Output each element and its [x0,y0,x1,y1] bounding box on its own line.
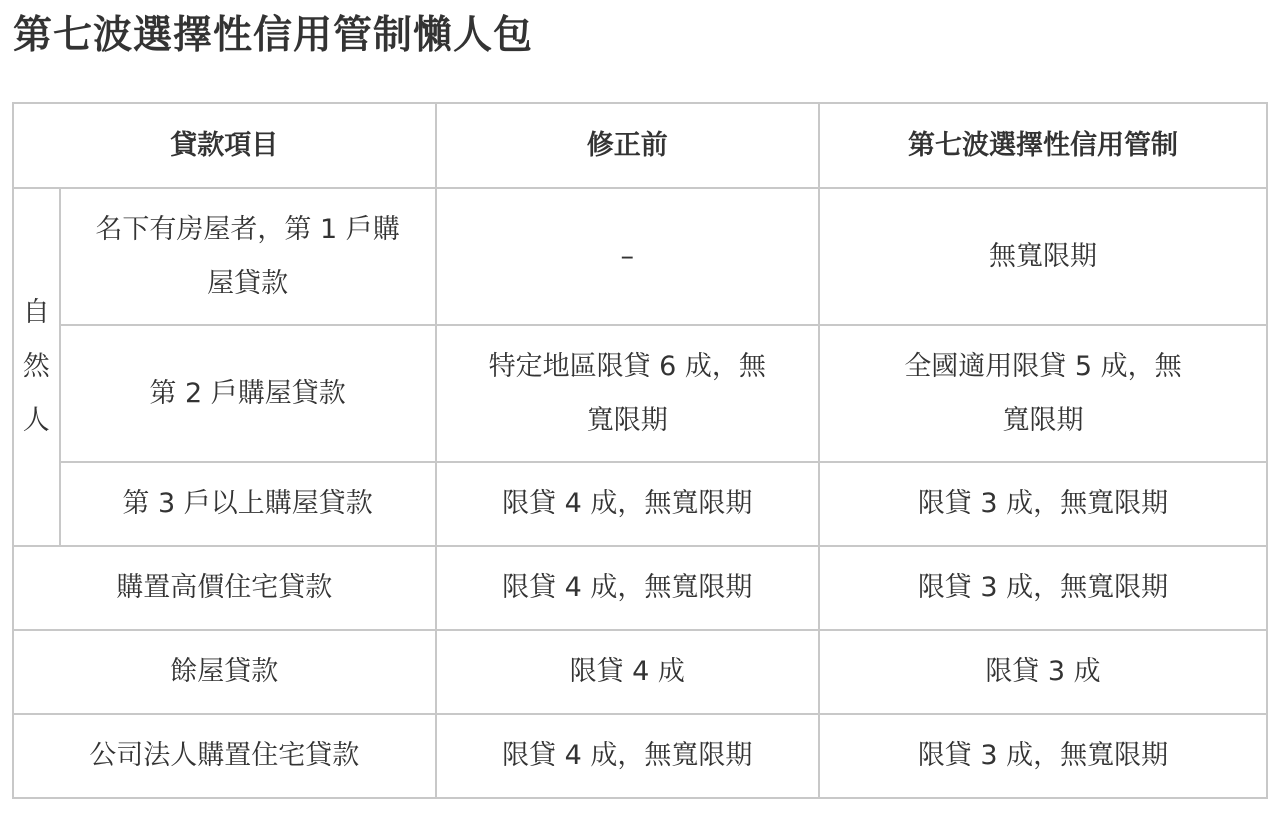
loan-item-cell: 第 3 戶以上購屋貸款 [60,462,436,546]
after-cell: 限貸 3 成，無寬限期 [819,714,1267,798]
table-row [13,714,1267,798]
header-seventh-wave: 第七波選擇性信用管制 [819,103,1267,188]
table-header-row [13,103,1267,188]
before-cell: 限貸 4 成，無寬限期 [436,546,819,630]
before-cell [436,325,819,462]
loan-item-cell: 公司法人購置住宅貸款 [13,714,436,798]
after-cell: 限貸 3 成，無寬限期 [819,462,1267,546]
loan-item-text: 名下有房屋者，第 1 戶購屋貸款 [95,213,400,299]
before-cell: 限貸 4 成 [436,630,819,714]
table-row [13,325,1267,462]
loan-item-cell [60,188,436,325]
before-text: 特定地區限貸 6 成，無寬限期 [488,350,766,436]
page-title: 第七波選擇性信用管制懶人包 [13,13,534,58]
natural-person-label: 自然人 [22,297,50,436]
table-row [13,630,1267,714]
after-cell [819,325,1267,462]
after-text: 全國適用限貸 5 成，無寬限期 [904,350,1182,436]
after-cell: 限貸 3 成，無寬限期 [819,546,1267,630]
loan-rules-table [12,102,1268,799]
table-row [13,188,1267,325]
loan-item-cell: 第 2 戶購屋貸款 [60,325,436,462]
table-row [13,546,1267,630]
after-cell: 限貸 3 成 [819,630,1267,714]
loan-item-cell: 購置高價住宅貸款 [13,546,436,630]
before-cell: 限貸 4 成，無寬限期 [436,462,819,546]
table-row [13,462,1267,546]
header-loan-item: 貸款項目 [13,103,436,188]
before-cell: – [436,188,819,325]
loan-item-cell: 餘屋貸款 [13,630,436,714]
before-cell: 限貸 4 成，無寬限期 [436,714,819,798]
natural-person-label-cell [13,188,60,546]
after-cell: 無寬限期 [819,188,1267,325]
header-before-revision: 修正前 [436,103,819,188]
